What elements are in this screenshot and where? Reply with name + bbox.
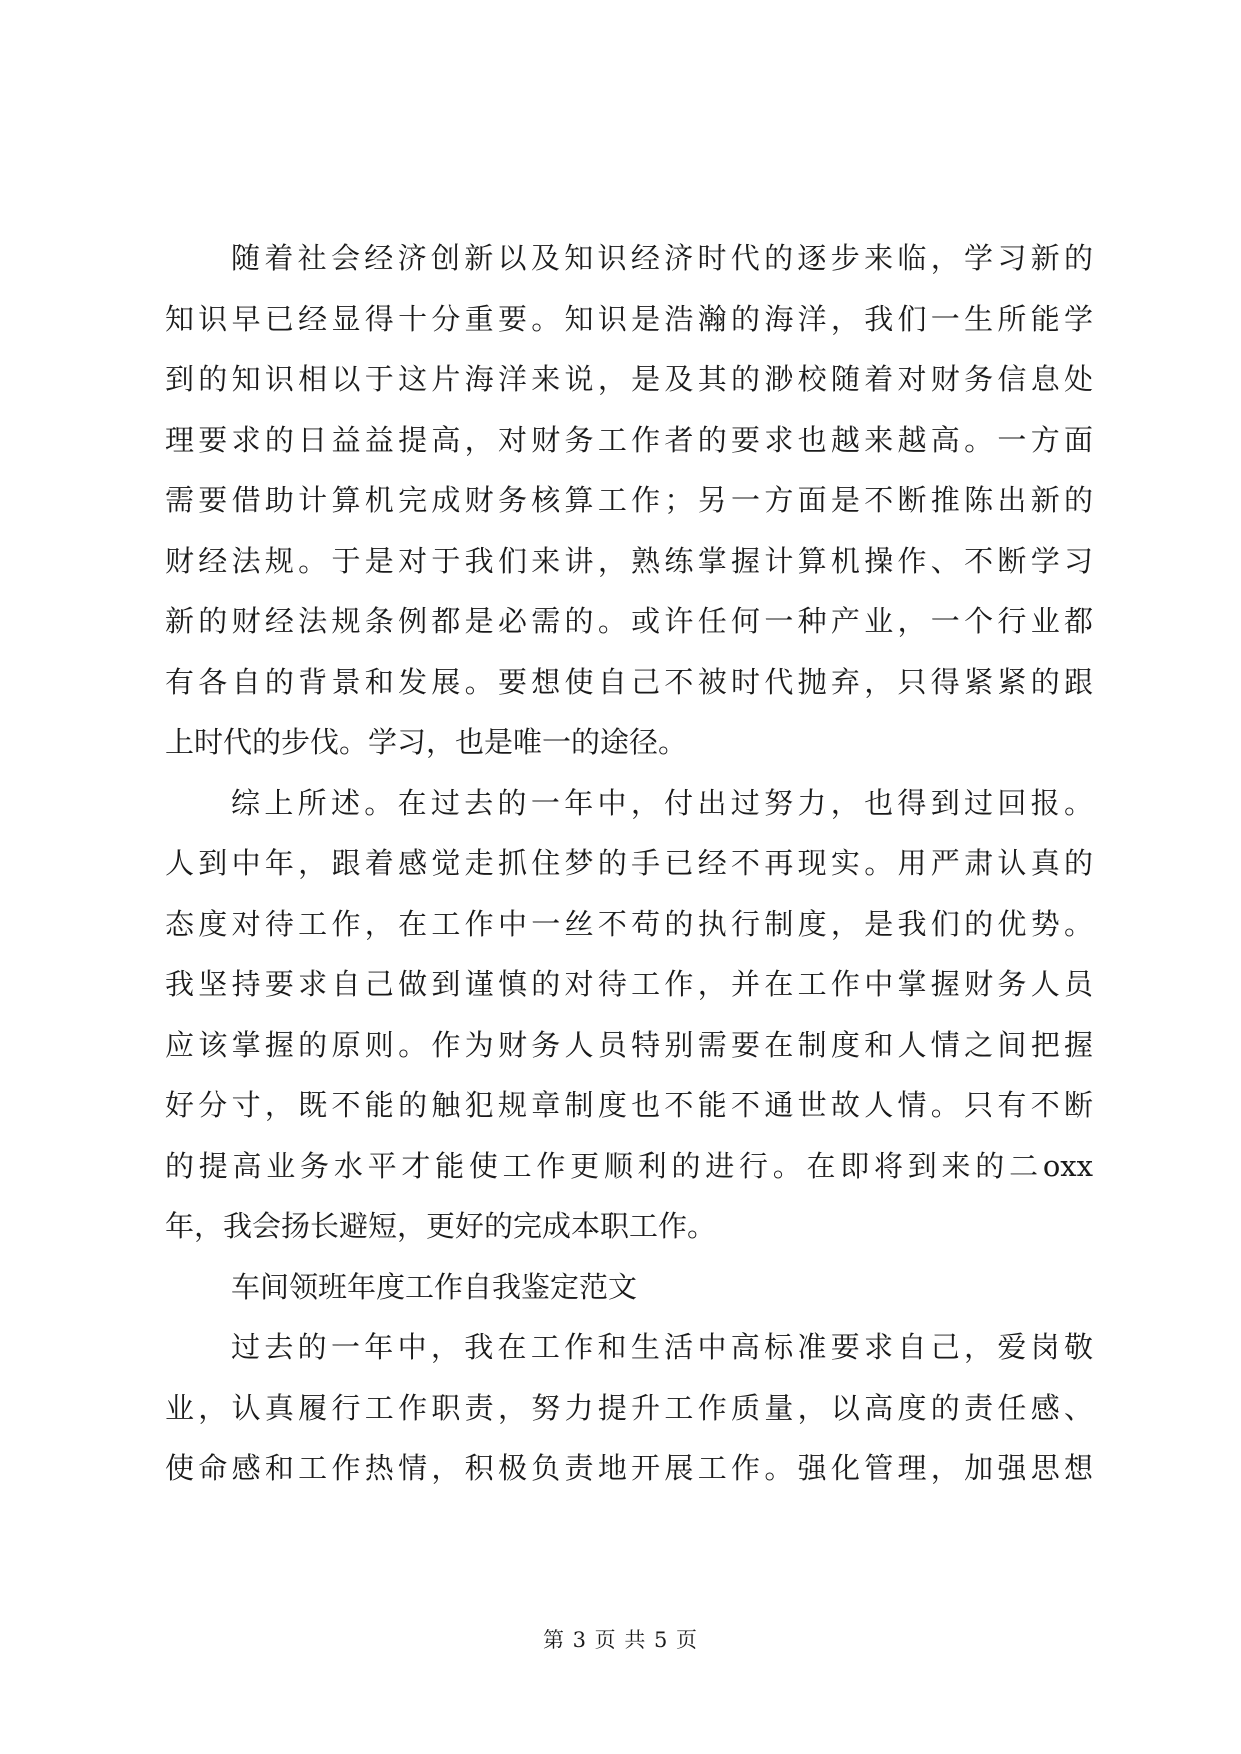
text-line: 随着社会经济创新以及知识经济时代的逐步来临，学习新的	[231, 241, 1093, 275]
page-number-footer: 第 3 页 共 5 页	[542, 1628, 699, 1652]
text-line: 业，认真履行工作职责，努力提升工作质量，以高度的责任感、	[165, 1390, 1093, 1425]
text-line: 有各自的背景和发展。要想使自己不被时代抛弃，只得紧紧的跟	[165, 664, 1093, 699]
text-line: 好分寸，既不能的触犯规章制度也不能不通世故人情。只有不断	[165, 1088, 1093, 1122]
text-line: 理要求的日益益提高，对财务工作者的要求也越来越高。一方面	[165, 422, 1093, 457]
section-heading: 车间领班年度工作自我鉴定范文	[231, 1269, 638, 1304]
text-line: 的提高业务水平才能使工作更顺利的进行。在即将到来的二oxx	[165, 1148, 1093, 1183]
text-line: 年，我会扬长避短，更好的完成本职工作。	[165, 1209, 717, 1243]
text-line: 使命感和工作热情，积极负责地开展工作。强化管理，加强思想	[165, 1451, 1093, 1485]
text-line: 我坚持要求自己做到谨慎的对待工作，并在工作中掌握财务人员	[165, 967, 1093, 1001]
document-body	[165, 228, 1093, 1499]
text-line: 应该掌握的原则。作为财务人员特别需要在制度和人情之间把握	[165, 1027, 1093, 1062]
text-line: 过去的一年中，我在工作和生活中高标准要求自己，爱岗敬	[231, 1330, 1093, 1364]
text-line: 新的财经法规条例都是必需的。或许任何一种产业，一个行业都	[165, 604, 1093, 638]
text-line: 需要借助计算机完成财务核算工作；另一方面是不断推陈出新的	[165, 483, 1093, 517]
text-line: 上时代的步伐。学习，也是唯一的途径。	[165, 725, 688, 759]
text-line: 到的知识相以于这片海洋来说，是及其的渺校随着对财务信息处	[165, 362, 1093, 396]
text-line: 人到中年，跟着感觉走抓住梦的手已经不再现实。用严肃认真的	[165, 846, 1093, 880]
text-line: 财经法规。于是对于我们来讲，熟练掌握计算机操作、不断学习	[165, 543, 1093, 578]
text-line: 综上所述。在过去的一年中，付出过努力，也得到过回报。	[231, 785, 1093, 820]
text-line: 知识早已经显得十分重要。知识是浩瀚的海洋，我们一生所能学	[165, 301, 1093, 336]
text-line: 态度对待工作，在工作中一丝不苟的执行制度，是我们的优势。	[165, 906, 1093, 941]
